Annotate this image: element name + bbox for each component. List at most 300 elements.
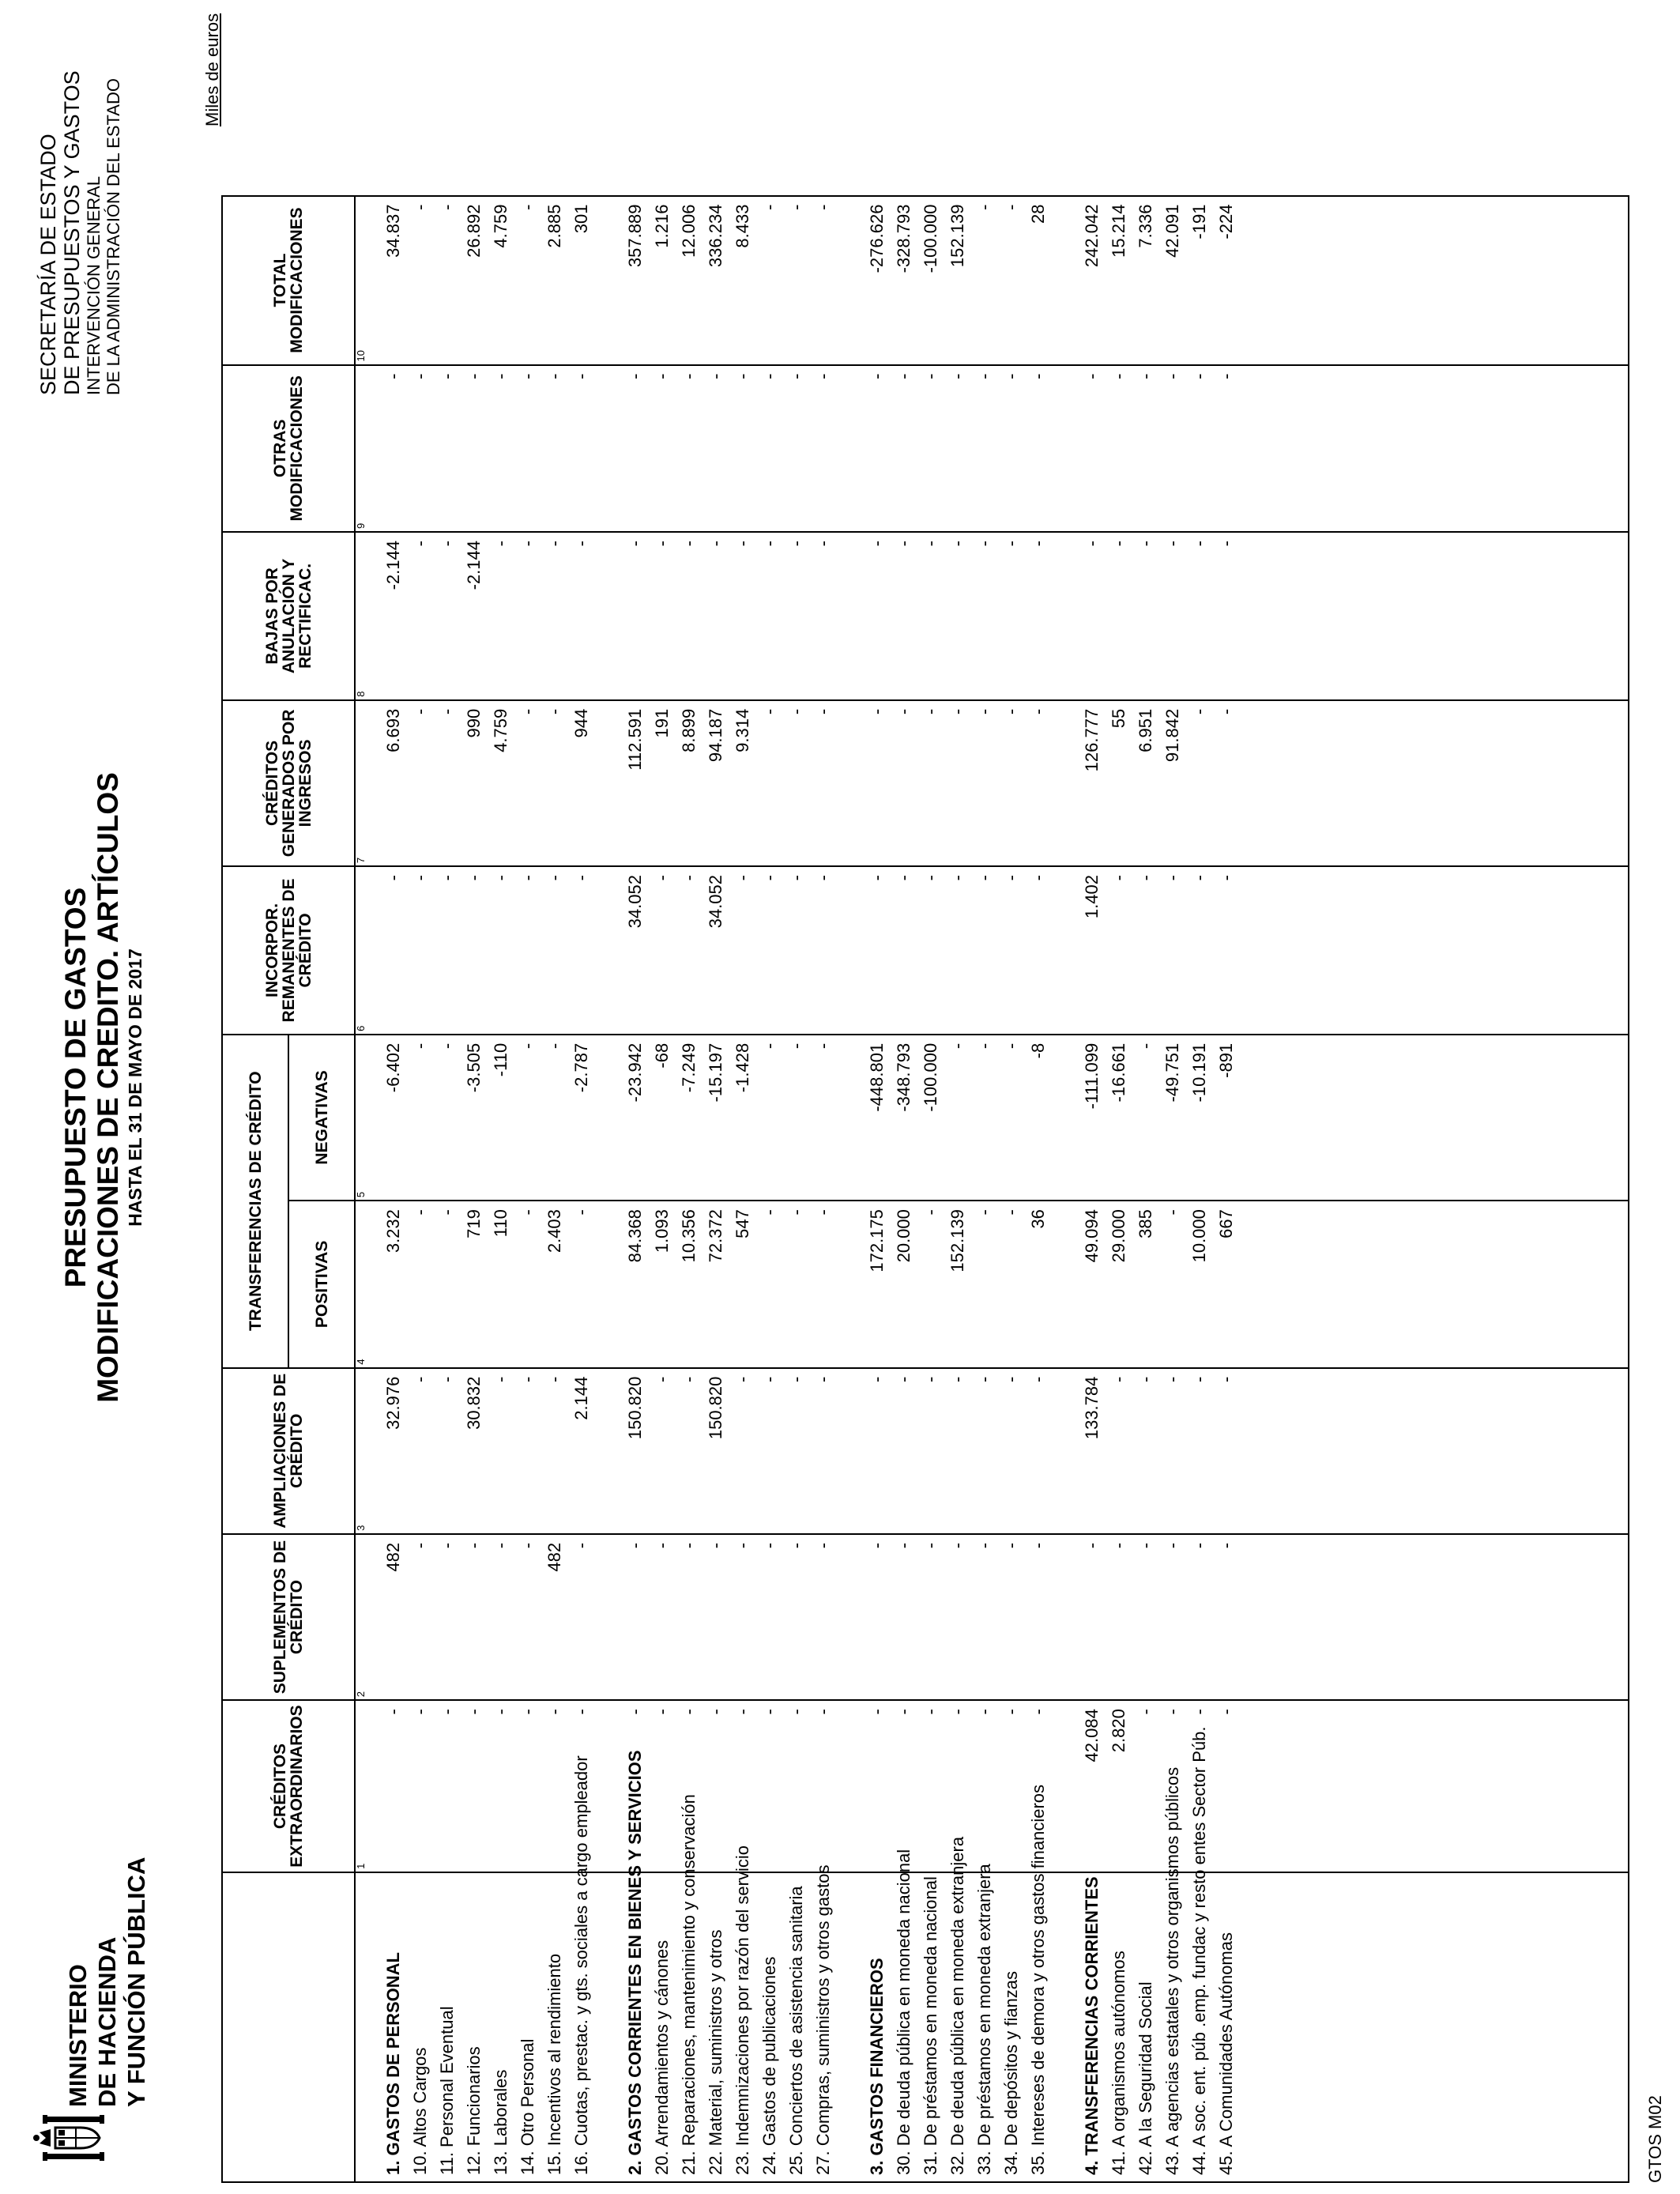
value-cell: - [383,1709,403,1715]
article-label: 20. Arrendamientos y cánones [652,1940,672,2175]
value-cell: 34.052 [625,875,645,929]
value-cell: - [518,204,537,210]
row-spacer [1052,867,1079,1034]
value-cell: - [974,1042,994,1050]
value-cell: - [867,1709,887,1715]
value-cell: - [1082,1542,1102,1549]
value-cell: - [679,541,699,547]
value-cell: 2.820 [1109,1709,1128,1753]
value-cell: - [1001,1376,1021,1382]
value-column [355,1700,1629,1872]
value-cell: - [786,204,806,210]
value-cell: - [813,1709,833,1715]
value-cell: - [679,1709,699,1715]
article-label: 45. A Comunidades Autónomas [1216,1932,1236,2175]
value-cell: -891 [1216,1042,1236,1078]
row-spacer [837,1369,864,1533]
row-spacer [1052,366,1079,532]
value-cell: - [921,1542,940,1549]
value-cell: 36 [1028,1209,1048,1229]
value-cell: - [679,1376,699,1382]
value-cell: -8 [1028,1042,1048,1059]
column-number: 7 [355,857,367,864]
row-spacer [1052,701,1079,865]
value-cell: - [544,708,564,715]
document-subtitle: MODIFICACIONES DE CREDITO. ARTÍCULOS [92,772,124,1403]
value-cell: - [894,1542,913,1549]
row-spacer [837,1701,864,1872]
value-cell: - [571,1542,591,1549]
col-header-negativas: NEGATIVAS [288,1035,355,1201]
value-cell: - [947,373,967,379]
value-cell: -100.000 [921,204,940,273]
value-cell: - [491,1542,510,1549]
value-cell: - [1109,1542,1128,1549]
value-cell: - [867,541,887,547]
value-cell: - [1216,1709,1236,1715]
value-cell: - [1162,373,1182,379]
value-cell: -10.191 [1189,1042,1209,1103]
value-cell: - [518,1209,537,1216]
value-cell: - [1001,1042,1021,1050]
value-cell: - [1216,708,1236,715]
value-cell: - [706,373,725,379]
value-cell: - [894,541,913,547]
column-number: 1 [355,1863,367,1869]
value-cell: - [491,541,510,547]
value-cell: -15.197 [706,1042,725,1103]
value-cell: - [1162,1542,1182,1549]
col-header-otras: OTRAS MODIFICACIONES [222,365,355,533]
value-column [355,1368,1629,1534]
value-cell: - [947,875,967,881]
row-spacer [837,1873,864,2181]
row-spacer [595,867,622,1034]
secretaria-block [36,70,123,395]
value-cell: - [1001,1542,1021,1549]
article-label: 16. Cuotas, prestac. y gts. sociales a cargo empleador [571,1755,591,2175]
value-cell: - [518,1542,537,1549]
value-cell: 9.314 [733,708,752,752]
value-cell: 191 [652,708,672,738]
value-cell: - [1162,1209,1182,1216]
value-cell: - [544,1376,564,1382]
value-cell: - [410,1542,430,1549]
coat-of-arms-icon [32,2113,111,2162]
value-cell: - [894,373,913,379]
value-cell: - [679,875,699,881]
value-cell: 42.091 [1162,204,1182,258]
row-spacer [1052,1535,1079,1699]
value-cell: - [1082,541,1102,547]
value-cell: - [518,1376,537,1382]
value-cell: - [1189,1709,1209,1715]
value-cell: - [491,373,510,379]
value-cell: - [974,1542,994,1549]
article-label: 33. De préstamos en moneda extranjera [974,1864,994,2175]
value-cell: - [733,373,752,379]
value-cell: 242.042 [1082,204,1102,268]
value-cell: -7.249 [679,1042,699,1093]
value-cell: - [759,204,779,210]
value-cell: - [786,1209,806,1216]
column-number: 2 [355,1691,367,1698]
value-cell: 10.356 [679,1209,699,1263]
value-cell: - [491,1709,510,1715]
value-cell: - [625,1542,645,1549]
value-cell: - [867,373,887,379]
value-cell: - [1162,541,1182,547]
value-cell: 172.175 [867,1209,887,1272]
value-cell: - [491,875,510,881]
value-cell: -68 [652,1042,672,1069]
value-cell: - [1001,373,1021,379]
value-cell: - [652,1709,672,1715]
value-cell: - [1136,541,1155,547]
row-spacer [595,533,622,699]
value-cell: - [652,1376,672,1382]
value-cell: - [1028,1709,1048,1715]
col-header-ampliaciones: AMPLIACIONES DE CRÉDITO [222,1368,355,1534]
article-label: 23. Indemnizaciones por razón del servicio [733,1845,752,2175]
row-spacer [1052,1701,1079,1872]
value-cell: - [1028,1542,1048,1549]
article-label: 41. A organismos autónomos [1109,1951,1128,2175]
article-label: 24. Gastos de publicaciones [759,1956,779,2175]
value-cell: 2.144 [571,1376,591,1420]
value-cell: - [733,1709,752,1715]
value-cell: -16.661 [1109,1042,1128,1103]
value-cell: - [759,1209,779,1216]
value-cell: - [1136,373,1155,379]
value-column [355,700,1629,866]
value-cell: 4.759 [491,708,510,752]
value-cell: -6.402 [383,1042,403,1093]
value-cell: 10.000 [1189,1209,1209,1263]
col-header-suplementos: SUPLEMENTOS DE CRÉDITO [222,1534,355,1700]
value-cell: - [813,1209,833,1216]
value-cell: - [437,541,457,547]
value-cell: - [464,1542,484,1549]
value-cell: - [518,708,537,715]
value-cell: - [1136,1542,1155,1549]
value-cell: 32.976 [383,1376,403,1430]
intervencion-line: DE LA ADMINISTRACIÓN DEL ESTADO [104,78,123,395]
value-cell: - [544,875,564,881]
value-cell: - [894,875,913,881]
value-cell: - [410,373,430,379]
value-cell: 2.885 [544,204,564,248]
column-number: 5 [355,1191,367,1198]
chapter-label: 1. GASTOS DE PERSONAL [383,1952,403,2175]
value-cell: 357.889 [625,204,645,268]
value-cell: 84.368 [625,1209,645,1263]
article-label: 22. Material, suministros y otros [706,1929,725,2175]
article-label: 31. De préstamos en moneda nacional [921,1876,940,2175]
footer-code: GTOS M02 [1645,2095,1665,2183]
value-cell: - [786,1376,806,1382]
value-cell: - [1216,1376,1236,1382]
value-cell: - [974,708,994,715]
value-cell: - [759,541,779,547]
value-cell: - [813,875,833,881]
value-cell: - [813,1042,833,1050]
value-cell: - [437,373,457,379]
value-cell: - [437,1209,457,1216]
value-cell: 15.214 [1109,204,1128,258]
article-label: 10. Altos Cargos [410,2047,430,2175]
value-cell: -2.144 [383,541,403,590]
value-cell: 3.232 [383,1209,403,1253]
value-cell: - [1109,373,1128,379]
value-cell: 29.000 [1109,1209,1128,1263]
value-cell: 49.094 [1082,1209,1102,1263]
value-cell: 1.093 [652,1209,672,1253]
value-column [355,532,1629,700]
value-cell: - [1189,541,1209,547]
value-cell: - [947,541,967,547]
value-cell: 301 [571,204,591,234]
value-cell: 150.820 [706,1376,725,1440]
value-cell: - [464,373,484,379]
value-cell: - [1001,1709,1021,1715]
value-cell: - [1216,1542,1236,1549]
value-cell: - [410,1209,430,1216]
value-cell: 547 [733,1209,752,1238]
value-cell: - [1082,373,1102,379]
value-cell: - [625,373,645,379]
value-cell: - [706,1709,725,1715]
value-cell: - [1189,708,1209,715]
value-cell: 1.402 [1082,875,1102,919]
value-cell: - [813,373,833,379]
value-cell: - [867,1542,887,1549]
value-column [355,1534,1629,1700]
value-cell: - [921,1709,940,1715]
value-cell: 42.084 [1082,1709,1102,1762]
row-spacer [1052,197,1079,364]
value-cell: - [410,1376,430,1382]
value-cell: 12.006 [679,204,699,258]
value-cell: - [1109,1376,1128,1382]
value-cell: 30.832 [464,1376,484,1430]
value-cell: -2.787 [571,1042,591,1093]
value-cell: - [1109,541,1128,547]
value-cell: - [383,875,403,881]
value-cell: 55 [1109,708,1128,729]
value-cell: 1.216 [652,204,672,248]
value-cell: - [652,541,672,547]
value-cell: 152.139 [947,204,967,268]
value-cell: - [437,1709,457,1715]
value-cell: - [1136,875,1155,881]
article-label: 21. Reparaciones, mantenimiento y conservación [679,1794,699,2175]
modifications-table [221,3,1629,2183]
value-cell: - [974,1376,994,1382]
row-spacer [837,867,864,1034]
value-cell: - [974,204,994,210]
value-cell: - [1001,875,1021,881]
row-spacer [837,701,864,865]
value-cell: -110 [491,1042,510,1077]
value-cell: - [947,1709,967,1715]
value-cell: - [1028,875,1048,881]
value-cell: 667 [1216,1209,1236,1238]
value-cell: - [786,541,806,547]
value-cell: - [1189,1376,1209,1382]
value-cell: - [1216,541,1236,547]
value-cell: 482 [383,1542,403,1572]
value-cell: 91.842 [1162,708,1182,763]
row-spacer [1052,533,1079,699]
value-cell: - [1189,373,1209,379]
value-cell: - [759,373,779,379]
value-cell: - [894,1709,913,1715]
row-spacer [837,533,864,699]
value-cell: - [518,541,537,547]
value-cell: - [544,1042,564,1050]
article-label: 44. A soc. ent. púb .emp. fundac y resto entes Sector Púb. [1189,1726,1209,2175]
value-cell: - [1028,541,1048,547]
value-cell: - [813,541,833,547]
row-spacer [837,1035,864,1200]
value-cell: - [571,1709,591,1715]
value-cell: 7.336 [1136,204,1155,248]
value-cell: - [706,541,725,547]
value-cell: - [867,708,887,715]
value-cell: - [759,1042,779,1050]
col-header-transferencias: TRANSFERENCIAS DE CRÉDITO [222,1035,288,1368]
value-cell: - [518,1709,537,1715]
value-cell: - [733,541,752,547]
value-cell: - [1136,1042,1155,1050]
article-label: 34. De depósitos y fianzas [1001,1970,1021,2175]
value-cell: 133.784 [1082,1376,1102,1440]
value-cell: -111.099 [1082,1042,1102,1110]
value-cell: - [759,1376,779,1382]
date-line: HASTA EL 31 DE MAYO DE 2017 [125,948,145,1227]
value-cell: - [921,1209,940,1216]
value-cell: - [410,204,430,210]
value-cell: - [625,1709,645,1715]
ministry-line: DE HACIENDA [93,1936,121,2107]
col-header-total: TOTAL MODIFICACIONES [222,196,355,365]
col-header-bajas: BAJAS POR ANULACIÓN Y RECTIFICAC. [222,532,355,700]
value-cell: - [491,1376,510,1382]
value-cell: 152.139 [947,1209,967,1272]
column-number: 3 [355,1525,367,1531]
value-cell: - [1136,1709,1155,1715]
value-cell: - [786,373,806,379]
concept-header [222,1872,355,2182]
value-cell: - [679,373,699,379]
value-cell: -3.505 [464,1042,484,1093]
value-cell: - [679,1542,699,1549]
row-spacer [837,197,864,364]
value-cell: - [1162,1376,1182,1382]
column-number: 9 [355,522,367,530]
value-cell: - [894,1376,913,1382]
value-cell: - [1001,1209,1021,1216]
value-cell: - [652,373,672,379]
value-cell: - [544,373,564,379]
value-cell: -224 [1216,204,1236,239]
value-cell: 112.591 [625,708,645,771]
intervencion-line: INTERVENCIÓN GENERAL [84,175,104,395]
row-spacer [1052,1035,1079,1200]
value-cell: -2.144 [464,541,484,590]
value-cell: - [464,875,484,881]
secretaria-line: SECRETARÍA DE ESTADO [36,134,60,395]
value-cell: - [518,875,537,881]
value-cell: -448.801 [867,1042,887,1112]
article-label: 14. Otro Personal [518,2038,537,2175]
value-cell: - [786,875,806,881]
value-cell: - [1028,373,1048,379]
value-cell: - [410,541,430,547]
value-cell: - [1001,204,1021,210]
value-cell: -191 [1189,204,1209,239]
value-cell: - [894,708,913,715]
value-cell: - [974,373,994,379]
value-cell: - [974,1209,994,1216]
value-cell: - [1162,1709,1182,1715]
value-cell: - [410,1709,430,1715]
value-cell: - [1001,708,1021,715]
value-cell: - [786,708,806,715]
value-cell: - [974,1709,994,1715]
article-label: 13. Laborales [491,2069,510,2175]
value-cell: - [921,875,940,881]
value-cell: 34.052 [706,875,725,929]
value-cell: - [1216,373,1236,379]
value-column [355,1201,1629,1368]
value-cell: - [921,373,940,379]
value-cell: - [1189,1542,1209,1549]
value-cell: - [947,708,967,715]
document-title: PRESUPUESTO DE GASTOS [59,887,92,1288]
value-cell: -348.793 [894,1042,913,1112]
row-spacer [1052,1873,1079,2181]
value-cell: - [383,373,403,379]
article-label: 11. Personal Eventual [437,2006,457,2175]
value-cell: -49.751 [1162,1042,1182,1103]
column-number: 4 [355,1359,367,1365]
value-cell: - [921,541,940,547]
chapter-label: 2. GASTOS CORRIENTES EN BIENES Y SERVICIOS [625,1750,645,2175]
value-cell: - [1109,875,1128,881]
value-cell: - [947,1542,967,1549]
row-spacer [595,1369,622,1533]
value-cell: - [974,541,994,547]
ministry-line: MINISTERIO [64,1964,92,2107]
value-cell: - [652,875,672,881]
value-cell: - [437,708,457,715]
article-label: 43. A agencias estatales y otros organismos públicos [1162,1766,1182,2175]
value-cell: - [1162,875,1182,881]
value-cell: -1.428 [733,1042,752,1093]
value-cell: - [625,541,645,547]
column-number: 10 [355,350,367,362]
value-cell: - [652,1542,672,1549]
value-cell: 28 [1028,204,1048,224]
article-label: 30. De deuda pública en moneda nacional [894,1849,913,2175]
value-cell: - [410,1042,430,1050]
value-cell: - [733,1542,752,1549]
value-cell: - [571,373,591,379]
value-column [355,196,1629,365]
value-cell: 944 [571,708,591,738]
